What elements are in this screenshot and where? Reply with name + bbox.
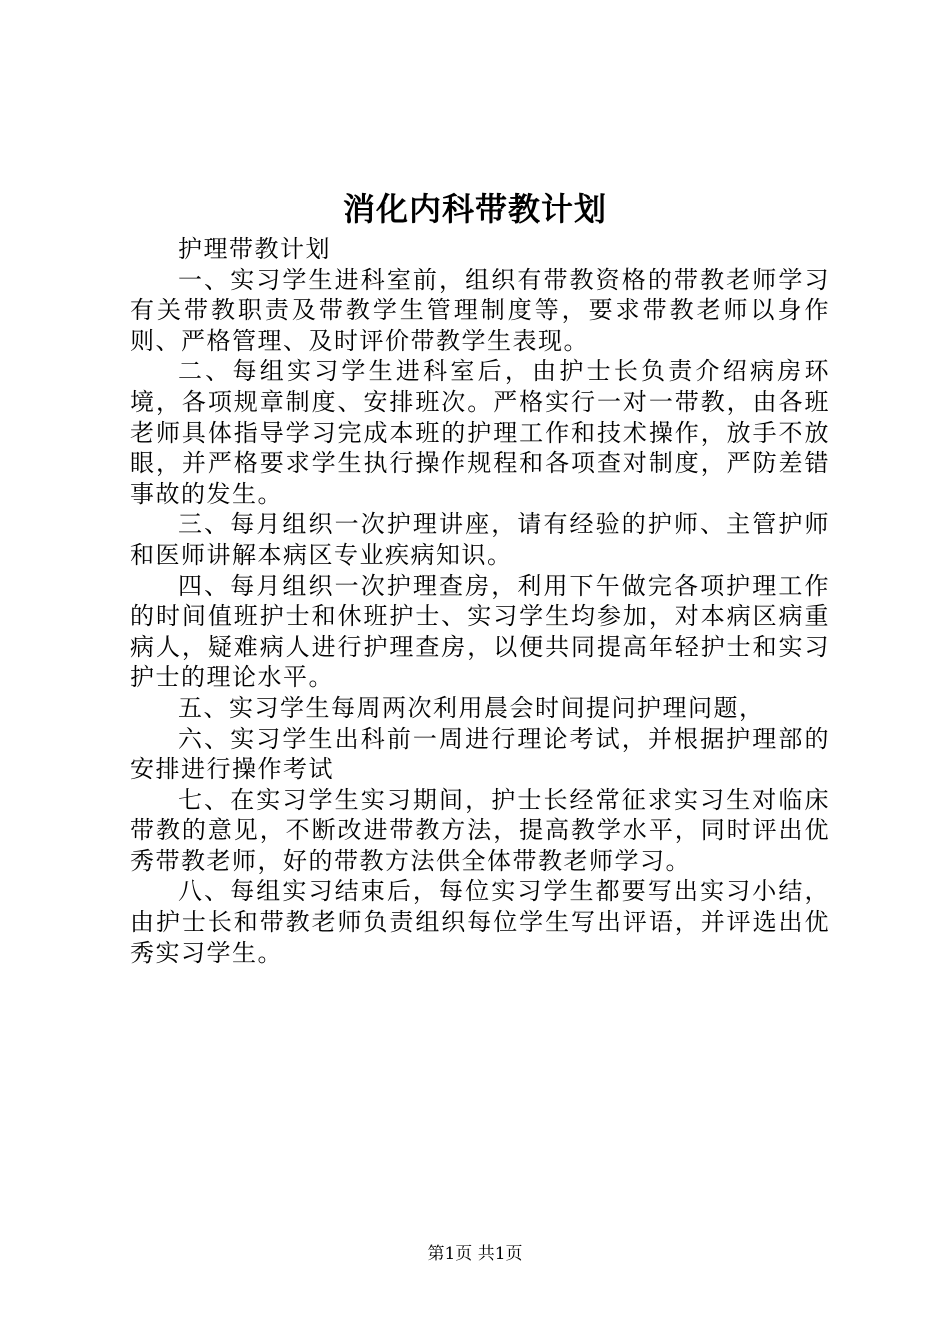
document-title: 消化内科带教计划 xyxy=(342,190,607,228)
paragraph-item-3: 三、每月组织一次护理讲座，请有经验的护师、主管护师和医师讲解本病区专业疾病知识。 xyxy=(130,510,830,569)
paragraph-item-4: 四、每月组织一次护理查房，利用下午做完各项护理工作的时间值班护士和休班护士、实习学生均参加，对本病区病重病人，疑难病人进行护理查房，以便共同提高年轻护士和实习护士的理论水平。 xyxy=(130,571,830,692)
paragraph-item-6: 六、实习学生出科前一周进行理论考试，并根据护理部的安排进行操作考试 xyxy=(130,724,830,784)
paragraph-subtitle: 护理带教计划 xyxy=(178,235,331,263)
paragraph-item-7: 七、在实习学生实习期间，护士长经常征求实习生对临床带教的意见，不断改进带教方法，提高教学水平，同时评出优秀带教老师，好的带教方法供全体带教老师学习。 xyxy=(130,785,830,875)
paragraph-item-8: 八、每组实习结束后，每位实习学生都要写出实习小结，由护士长和带教老师负责组织每位学生写出评语，并评选出优秀实习学生。 xyxy=(130,877,830,967)
page-footer: 第1页 共1页 xyxy=(427,1244,523,1264)
paragraph-item-2: 二、每组实习学生进科室后，由护士长负责介绍病房环境，各项规章制度、安排班次。严格实行一对一带教，由各班老师具体指导学习完成本班的护理工作和技术操作，放手不放眼，并严格要求学生执行操作规程和各项查对制度，严防差错事故的发生。 xyxy=(130,357,830,508)
document-body xyxy=(130,234,830,968)
paragraph-item-5: 五、实习学生每周两次利用晨会时间提问护理问题， xyxy=(178,693,765,722)
paragraph-item-1: 一、实习学生进科室前，组织有带教资格的带教老师学习有关带教职责及带教学生管理制度等，要求带教老师以身作则、严格管理、及时评价带教学生表现。 xyxy=(130,265,830,355)
